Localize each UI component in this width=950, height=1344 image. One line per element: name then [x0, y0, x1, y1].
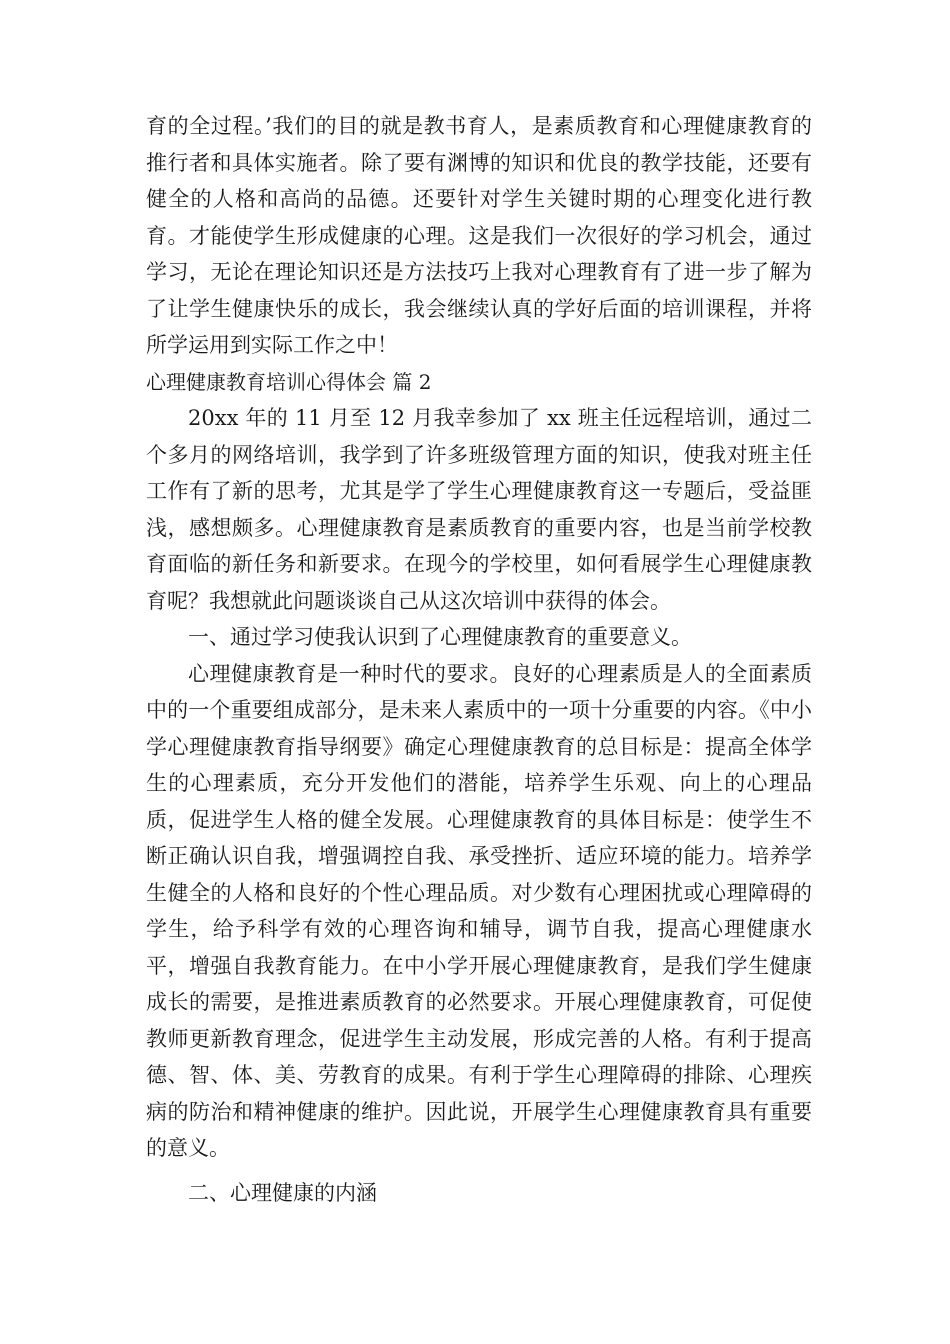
article-title: 心理健康教育培训心得体会 篇 2: [146, 369, 432, 394]
document-page: [146, 108, 812, 1211]
intro-paragraph: 20xx 年的 11 月至 12 月我幸参加了 xx 班主任远程培训，通过二个多月的网络培训，我学到了许多班级管理方面的知识，使我对班主任工作有了新的思考，尤其是学了学生心理健康教育这一专题后，受益匪浅，感想颇多。心理健康教育是素质教育的重要内容，也是当前学校教育面临的新任务和新要求。在现今的学校里，如何看展学生心理健康教育呢？我想就此问题谈谈自己从这次培训中获得的体会。: [146, 406, 812, 613]
section-gap: [146, 1167, 812, 1175]
section-1-body: 心理健康教育是一种时代的要求。良好的心理素质是人的全面素质中的一个重要组成部分，是未来人素质中的一项十分重要的内容。《中小学心理健康教育指导纲要》确定心理健康教育的总目标是：提高全体学生的心理素质，充分开发他们的潜能，培养学生乐观、向上的心理品质，促进学生人格的健全发展。心理健康教育的具体目标是：使学生不断正确认识自我，增强调控自我、承受挫折、适应环境的能力。培养学生健全的人格和良好的个性心理品质。对少数有心理困扰或心理障碍的学生，给予科学有效的心理咨询和辅导，调节自我，提高心理健康水平，增强自我教育能力。在中小学开展心理健康教育，是我们学生健康成长的需要，是推进素质教育的必然要求。开展心理健康教育，可促使教师更新教育理念，促进学生主动发展，形成完善的人格。有利于提高德、智、体、美、劳教育的成果。有利于学生心理障碍的排除、心理疾病的防治和精神健康的维护。因此说，开展学生心理健康教育具有重要的意义。: [146, 661, 812, 1160]
section-2-heading: 二、心理健康的内涵: [188, 1180, 377, 1205]
continuation-paragraph: 育的全过程。’我们的目的就是教书育人，是素质教育和心理健康教育的推行者和具体实施者。除了要有渊博的知识和优良的教学技能，还要有健全的人格和高尚的品德。还要针对学生关键时期的心理变化进行教育。才能使学生形成健康的心理。这是我们一次很好的学习机会，通过学习，无论在理论知识还是方法技巧上我对心理教育有了进一步了解为了让学生健康快乐的成长，我会继续认真的学好后面的培训课程，并将所学运用到实际工作之中！: [146, 114, 812, 357]
section-1-heading: 一、通过学习使我认识到了心理健康教育的重要意义。: [188, 625, 692, 649]
